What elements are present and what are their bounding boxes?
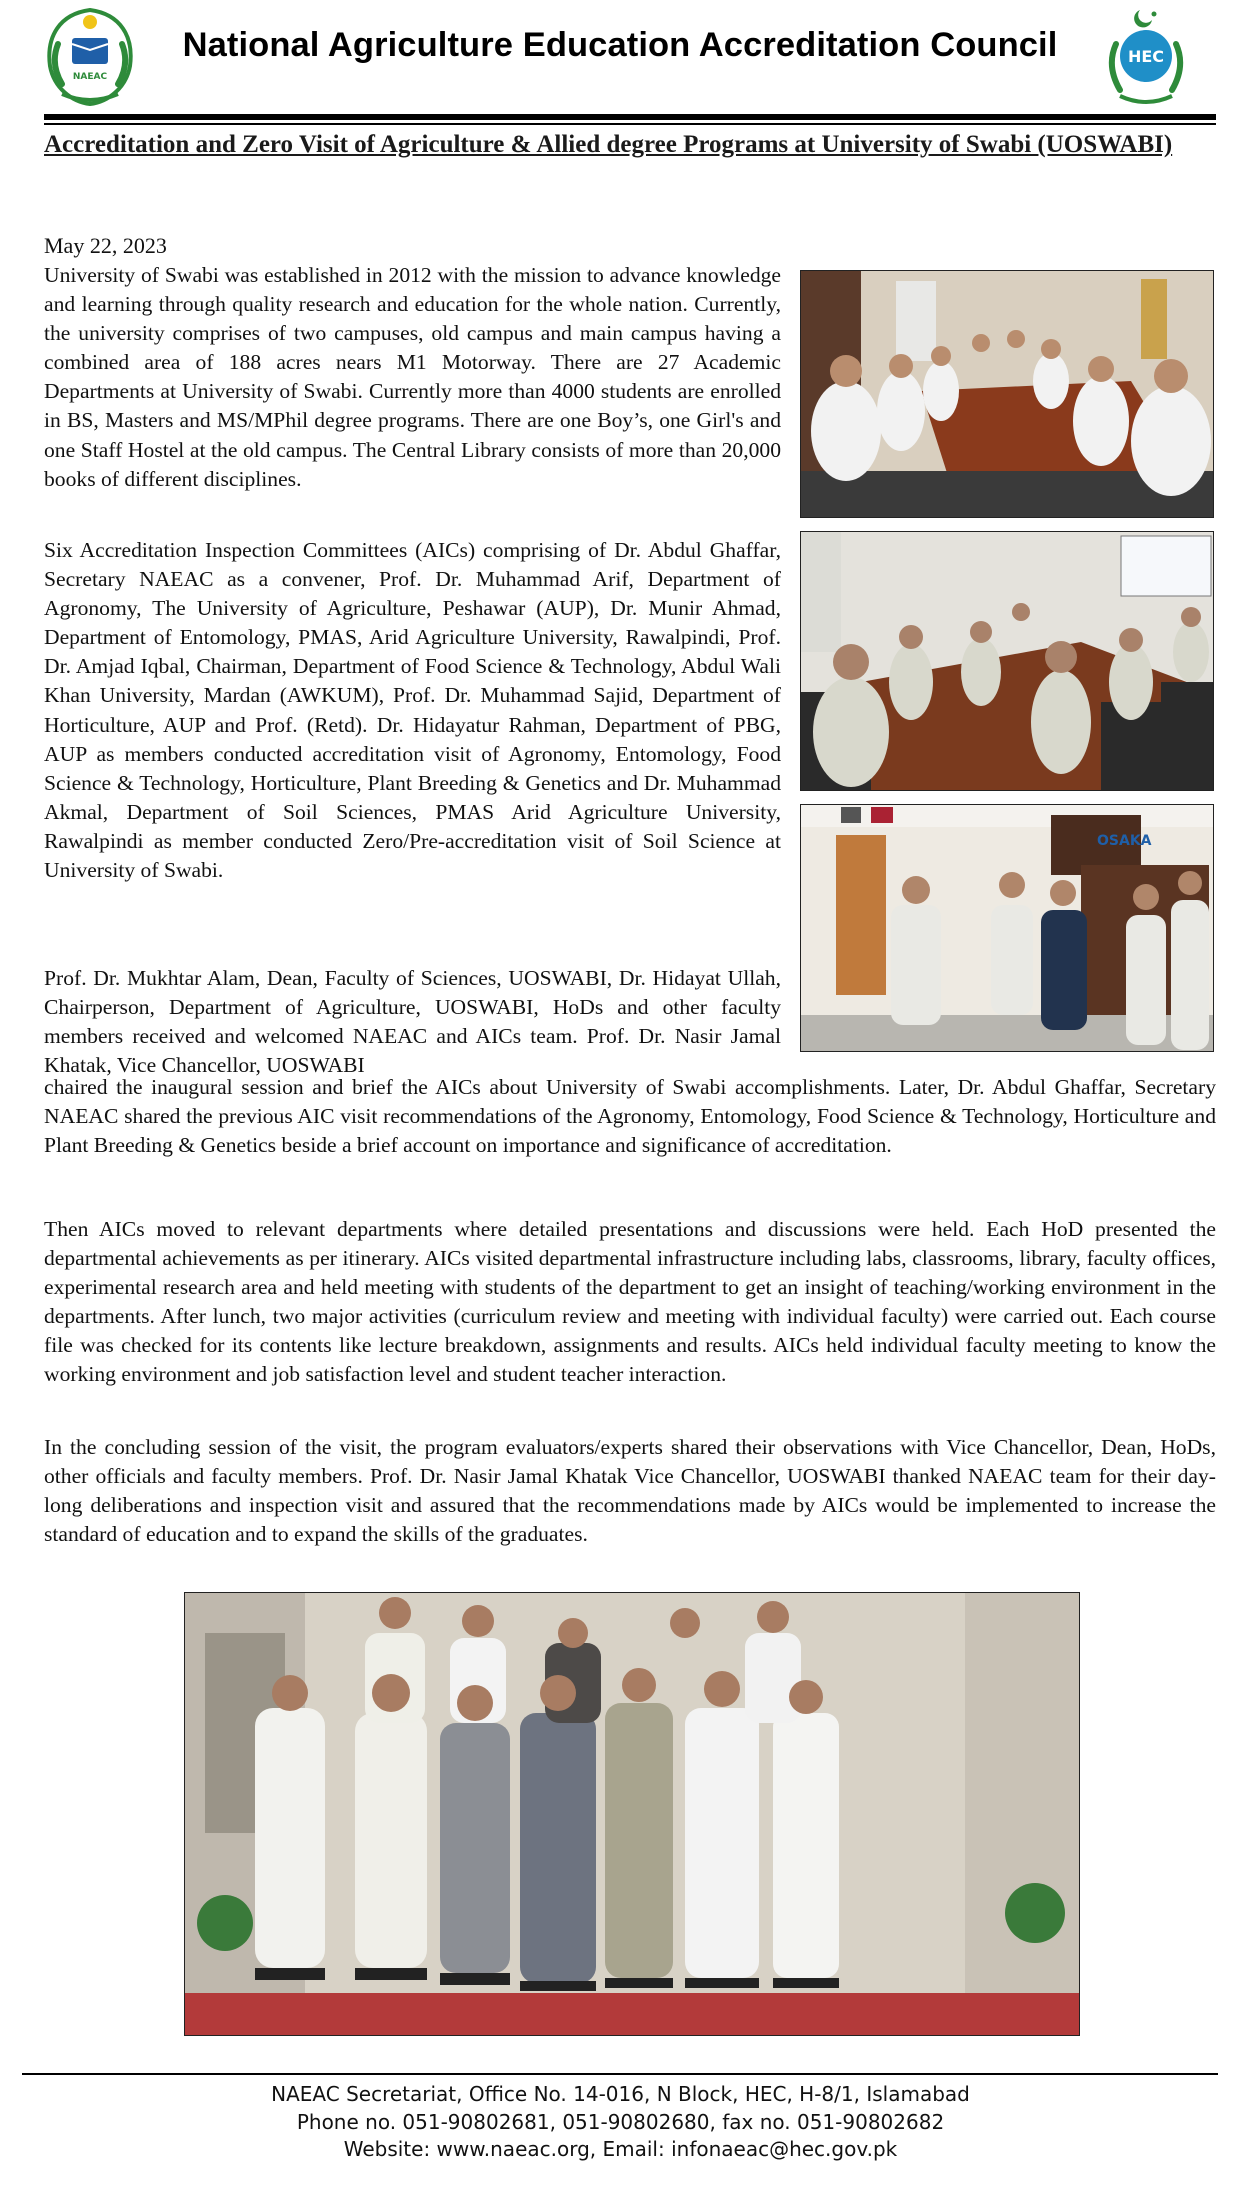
paragraph-welcome-part2: chaired the inaugural session and brief the AICs about University of Swabi accomplishments. Later, Dr. Abdul Ghaffar, Secretary NAEAC shared the previous AIC visit recommendations of the Agronomy, Entomology, Food Science & Technology, Horticulture and Plant Breeding & Genetics beside a brief account on importance and significance of accreditation. xyxy=(44,1075,1216,1158)
meeting-photo-2 xyxy=(800,531,1214,791)
svg-text:NAEAC: NAEAC xyxy=(72,72,108,82)
paragraph-concluding: In the concluding session of the visit, the program evaluators/experts shared their observations with Vice Chancellor, Dean, HoDs, other officials and faculty members. Prof. Dr. Nasir Jamal Khatak Vice Chancellor, UOSWABI thanked NAEAC team for their day-long deliberations and inspection visit and assured that the recommendations made by AICs would be implemented to increase the standard of education and to expand the skills of the graduates. xyxy=(44,1435,1216,1547)
svg-text:HEC: HEC xyxy=(1127,47,1165,66)
article-title: Accreditation and Zero Visit of Agriculture & Allied degree Programs at University of Swabi (UOSWABI) xyxy=(44,131,1173,158)
paragraph-welcome-part1: Prof. Dr. Mukhtar Alam, Dean, Faculty of Sciences, UOSWABI, Dr. Hidayat Ullah, Chairperson, Department of Agriculture, UOSWABI, HoDs and other faculty members received and welcomed NAEAC and AICs team. Prof. Dr. Nasir Jamal Khatak, Vice Chancellor, UOSWABI xyxy=(44,966,781,1078)
org-name: National Agriculture Education Accreditation Council xyxy=(182,26,1058,64)
welcome-photo xyxy=(800,804,1214,1052)
paragraph-university-intro: University of Swabi was established in 2012 with the mission to advance knowledge and learning through quality research and education for the whole nation. Currently, the university comprises of two campuses, old campus and main campus having a combined area of 188 acres nears M1 Motorway. There are 27 Academic Departments at University of Swabi. Currently more than 4000 students are enrolled in BS, Masters and MS/MPhil degree programs. There are one Boy’s, one Girl's and one Staff Hostel at the old campus. The Central Library consists of more than 20,000 books of different disciplines. xyxy=(44,263,781,491)
footer-rule xyxy=(22,2073,1218,2075)
page-footer xyxy=(0,2081,1241,2164)
article-date: May 22, 2023 xyxy=(44,233,167,258)
paragraph-departments: Then AICs moved to relevant departments where detailed presentations and discussions were held. Each HoD presented the departmental achievements as per itinerary. AICs visited departmental infrastructure including labs, classrooms, library, faculty offices, experimental research area and held meeting with students of the department to get an insight of teaching/working environment in the departments. After lunch, two major activities (curriculum review and meeting with individual faculty) were carried out. Each course file was checked for its contents like lecture breakdown, assignments and results. AICs held individual faculty meeting to know the working environment and job satisfaction level and student teacher interaction. xyxy=(44,1217,1216,1387)
header-rule-thin xyxy=(44,123,1216,125)
header-rule-thick xyxy=(44,114,1216,120)
hec-logo xyxy=(1096,4,1196,108)
footer-phone: Phone no. 051-90802681, 051-90802680, fax no. 051-90802682 xyxy=(296,2109,945,2134)
page-header xyxy=(0,0,1241,118)
naeac-logo xyxy=(40,4,140,108)
footer-web-email: Website: www.naeac.org, Email: infonaeac@hec.gov.pk xyxy=(343,2137,898,2161)
footer-address: NAEAC Secretariat, Office No. 14-016, N Block, HEC, H-8/1, Islamabad xyxy=(271,2082,970,2106)
paragraph-committees: Six Accreditation Inspection Committees (AICs) comprising of Dr. Abdul Ghaffar, Secretary NAEAC as a convener, Prof. Dr. Muhammad Arif, Department of Agronomy, The University of Agriculture, Peshawar (AUP), Dr. Munir Ahmad, Department of Entomology, PMAS, Arid Agriculture University, Rawalpindi, Prof. Dr. Amjad Iqbal, Chairman, Department of Food Science & Technology, Abdul Wali Khan University, Mardan (AWKUM), Prof. Dr. Muhammad Sajid, Department of Horticulture, AUP and Prof. (Retd). Dr. Hidayatur Rahman, Department of PBG, AUP as members conducted accreditation visit of Agronomy, Entomology, Food Science & Technology, Horticulture, Plant Breeding & Genetics and Dr. Muhammad Akmal, Department of Soil Sciences, PMAS Arid Agriculture University, Rawalpindi as member conducted Zero/Pre-accreditation visit of Soil Science at University of Swabi. xyxy=(44,538,781,883)
group-photo xyxy=(184,1592,1080,2036)
svg-text:OSAKA: OSAKA xyxy=(1097,833,1152,849)
meeting-photo-1 xyxy=(800,270,1214,518)
